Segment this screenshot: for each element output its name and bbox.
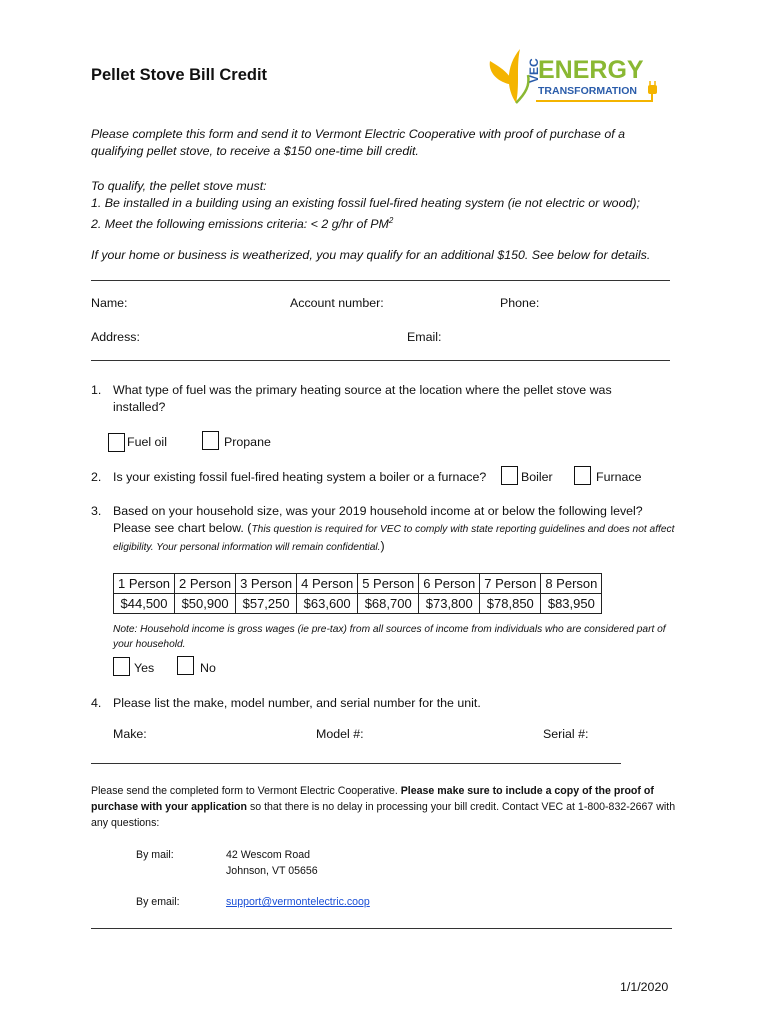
criteria-2-superscript: 2 — [388, 216, 394, 225]
question-4-text: Please list the make, model number, and serial number for the unit. — [113, 696, 481, 710]
boiler-label: Boiler — [521, 470, 553, 484]
table-value-cell: $50,900 — [175, 594, 236, 614]
address-field-label[interactable]: Address: — [91, 330, 140, 344]
by-mail-label: By mail: — [136, 849, 174, 861]
logo-energy-text: ENERGY — [538, 56, 644, 84]
question-3-number: 3. — [91, 504, 102, 518]
table-header-cell: 1 Person — [114, 574, 175, 594]
phone-field-label[interactable]: Phone: — [500, 296, 540, 310]
question-3-text — [113, 503, 681, 556]
table-value-cell: $68,700 — [358, 594, 419, 614]
send-text-1: Please send the completed form to Vermont Electric Cooperative. — [91, 785, 401, 797]
boiler-checkbox[interactable] — [501, 466, 518, 485]
propane-checkbox[interactable] — [202, 431, 219, 450]
question-2-number: 2. — [91, 470, 102, 484]
by-email-label: By email: — [136, 896, 180, 908]
table-value-cell: $83,950 — [541, 594, 602, 614]
vec-energy-transformation-logo — [486, 45, 666, 107]
qualify-heading: To qualify, the pellet stove must: — [91, 179, 267, 193]
yes-label: Yes — [134, 661, 155, 675]
table-value-cell: $73,800 — [419, 594, 480, 614]
logo-vec-text: VEC — [527, 58, 541, 83]
mail-address-line-2: Johnson, VT 05656 — [226, 865, 318, 877]
divider-line — [91, 928, 672, 929]
table-value-cell: $78,850 — [480, 594, 541, 614]
page-title: Pellet Stove Bill Credit — [91, 66, 268, 84]
fuel-oil-label: Fuel oil — [127, 435, 167, 449]
send-bold-text: Please make sure to include a copy of the proof of purchase with your application — [91, 785, 654, 813]
no-checkbox[interactable] — [177, 656, 194, 675]
divider-line — [91, 763, 621, 764]
question-4 — [91, 695, 651, 712]
propane-label: Propane — [224, 435, 271, 449]
income-note: Note: Household income is gross wages (ie pre-tax) from all sources of income from individuals who are considered part of your household. — [113, 624, 666, 650]
table-header-cell: 4 Person — [297, 574, 358, 594]
table-header-cell: 8 Person — [541, 574, 602, 594]
furnace-label: Furnace — [596, 470, 642, 484]
question-3-close: ) — [380, 539, 385, 553]
logo-graphic — [486, 45, 666, 107]
question-1 — [91, 382, 651, 416]
make-field-label[interactable]: Make: — [113, 727, 147, 741]
question-3-aside: This question is required for VEC to comply with state reporting guidelines and does not affect eligibility. Your personal information will remain confidential. — [113, 524, 675, 553]
footer-date: 1/1/2020 — [620, 980, 669, 994]
logo-transformation-text: TRANSFORMATION — [538, 85, 637, 97]
question-1-number: 1. — [91, 383, 102, 397]
table-header-cell: 2 Person — [175, 574, 236, 594]
name-field-label[interactable]: Name: — [91, 296, 128, 310]
support-email-link[interactable]: support@vermontelectric.coop — [226, 896, 370, 908]
model-field-label[interactable]: Model #: — [316, 727, 364, 741]
question-1-text: What type of fuel was the primary heating source at the location where the pellet stove was installed? — [113, 383, 612, 414]
table-header-cell: 7 Person — [480, 574, 541, 594]
criteria-2-text: 2. Meet the following emissions criteria: < 2 g/hr of PM — [91, 217, 389, 232]
income-table-value-row — [114, 594, 602, 614]
email-field-label[interactable]: Email: — [407, 330, 442, 344]
divider-line — [91, 280, 670, 281]
intro-text: Please complete this form and send it to Vermont Electric Cooperative with proof of purchase of a qualifying pellet stove, to receive a $150 one-time bill credit. — [91, 127, 625, 158]
question-3-main: Based on your household size, was your 2019 household income at or below the following level? Please see chart below. ( — [113, 504, 643, 535]
question-3 — [91, 503, 681, 556]
mail-address-line-1: 42 Wescom Road — [226, 849, 311, 861]
serial-field-label[interactable]: Serial #: — [543, 727, 589, 741]
table-header-cell: 5 Person — [358, 574, 419, 594]
table-header-cell: 6 Person — [419, 574, 480, 594]
send-text-2: so that there is no delay in processing your bill credit. Contact VEC at 1-800-832-2667 with any questions: — [91, 801, 676, 829]
send-instructions — [91, 783, 681, 831]
yes-checkbox[interactable] — [113, 657, 130, 676]
no-label: No — [200, 661, 216, 675]
criteria-1: 1. Be installed in a building using an existing fossil fuel-fired heating system (ie not electric or wood); — [91, 196, 640, 210]
criteria-2 — [91, 212, 691, 233]
furnace-checkbox[interactable] — [574, 466, 591, 485]
fuel-oil-checkbox[interactable] — [108, 433, 125, 452]
weatherized-note: If your home or business is weatherized, you may qualify for an additional $150. See below for details. — [91, 248, 651, 262]
income-table — [113, 573, 602, 614]
income-table-header-row — [114, 574, 602, 594]
table-value-cell: $63,600 — [297, 594, 358, 614]
table-header-cell: 3 Person — [236, 574, 297, 594]
question-4-number: 4. — [91, 696, 102, 710]
divider-line — [91, 360, 670, 361]
table-value-cell: $57,250 — [236, 594, 297, 614]
account-number-field-label[interactable]: Account number: — [290, 296, 384, 310]
question-2-text: Is your existing fossil fuel-fired heating system a boiler or a furnace? — [113, 470, 487, 484]
table-value-cell: $44,500 — [114, 594, 175, 614]
